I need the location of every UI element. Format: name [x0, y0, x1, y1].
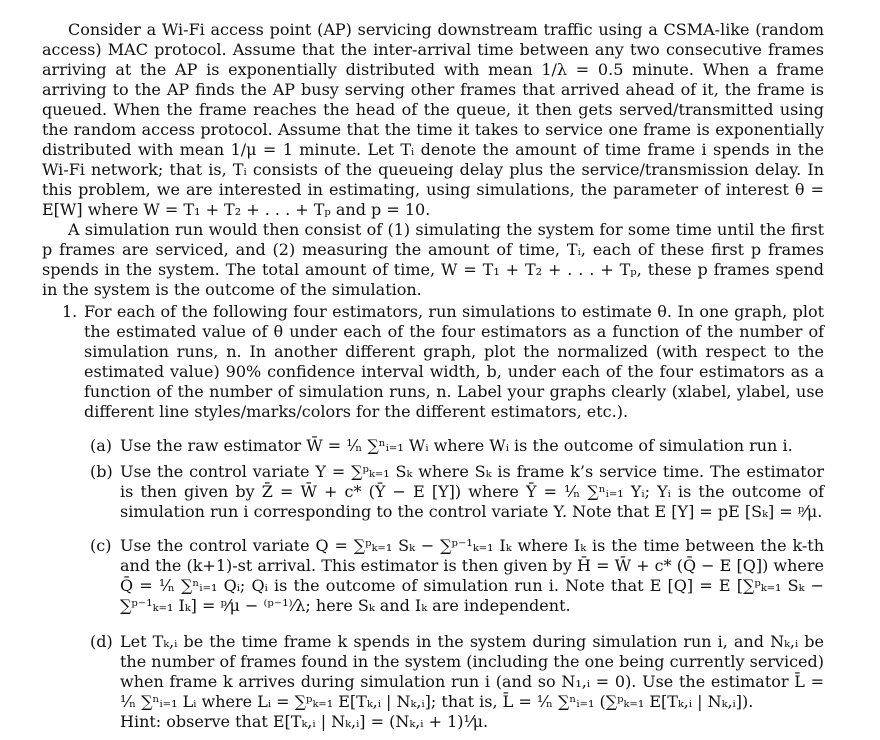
item-hint: Hint: observe that E[Tₖ,ᵢ | Nₖ,ᵢ] = (Nₖ,ᵢ + 1)¹⁄μ. — [120, 712, 489, 731]
question-text: For each of the following four estimators, run simulations to estimate θ. In one graph, plot the estimated value of θ under each of the four estimators as a function of the number of simulation runs, n. In another different graph, plot the normalized (with respect to the estimated value) 90% confidence interval width, b, under each of the four estimators as a function of the number of simulation runs, n. Label your graphs clearly (xlabel, ylabel, use different line styles/marks/colors for the different estimators, etc.). — [84, 302, 824, 421]
question-1 — [62, 302, 824, 422]
item-label: (d) — [90, 632, 113, 651]
intro-paragraph-1: Consider a Wi-Fi access point (AP) servicing downstream traffic using a CSMA-like (random access) MAC protocol. Assume that the inter-arrival time between any two consecutive frames arriving at the AP is exponentially distributed with mean 1/λ = 0.5 minute. When a frame arriving to the AP finds the AP busy serving other frames that arrived ahead of it, the frame is queued. When the frame reaches the head of the queue, it then gets served/transmitted using the random access protocol. Assume that the time it takes to service one frame is exponentially distributed with mean 1/μ = 1 minute. Let Tᵢ denote the amount of time frame i spends in the Wi-Fi network; that is, Tᵢ consists of the queueing delay plus the service/transmission delay. In this problem, we are interested in estimating, using simulations, the parameter of interest θ = E[W] where W = T₁ + T₂ + . . . + Tₚ and p = 10. — [42, 20, 824, 219]
item-label: (b) — [90, 462, 113, 481]
item-label: (c) — [90, 536, 112, 555]
item-text: Let Tₖ,ᵢ be the time frame k spends in the system during simulation run i, and Nₖ,ᵢ be the number of frames found in the system (including the one being currently serviced) when frame k arrives during simulation run i (and so N₁,ᵢ = 0). Use the estimator L̄ = ¹⁄ₙ ∑ⁿᵢ₌₁ Lᵢ where Lᵢ = ∑ᵖₖ₌₁ E[Tₖ,ᵢ | Nₖ,ᵢ]; that is, L̄ = ¹⁄ₙ ∑ⁿᵢ₌₁ (∑ᵖₖ₌₁ E[Tₖ,ᵢ | Nₖ,ᵢ]). — [120, 632, 830, 711]
item-text: Use the control variate Q = ∑ᵖₖ₌₁ Sₖ − ∑ᵖ⁻¹ₖ₌₁ Iₖ where Iₖ is the time between the k-th and the (k+1)-st arrival. This estimator is then given by H̄ = W̄ + c* (Q̄ − E [Q]) where Q̄ = ¹⁄ₙ ∑ⁿᵢ₌₁ Qᵢ; Qᵢ is the outcome of simulation run i. Note that E [Q] = E [∑ᵖₖ₌₁ Sₖ − ∑ᵖ⁻¹ₖ₌₁ Iₖ] = ᵖ⁄μ − ⁽ᵖ⁻¹⁾⁄λ; here Sₖ and Iₖ are independent. — [120, 536, 824, 615]
intro-section — [42, 20, 824, 300]
estimator-item-b — [90, 462, 824, 522]
estimator-item-c — [90, 536, 824, 616]
item-text-group — [120, 632, 830, 732]
question-number: 1. — [62, 302, 78, 321]
estimator-item-a — [90, 436, 824, 456]
item-text: Use the control variate Y = ∑ᵖₖ₌₁ Sₖ where Sₖ is frame k’s service time. The estimator is then given by Z̄ = W̄ + c* (Ȳ − E [Y]) where Ȳ = ¹⁄ₙ ∑ⁿᵢ₌₁ Yᵢ; Yᵢ is the outcome of simulation run i corresponding to the control variate Y. Note that E [Y] = pE [Sₖ] = ᵖ⁄μ. — [120, 462, 824, 521]
item-label: (a) — [90, 436, 113, 455]
item-text: Use the raw estimator W̄ = ¹⁄ₙ ∑ⁿᵢ₌₁ Wᵢ where Wᵢ is the outcome of simulation run i. — [120, 436, 793, 455]
estimator-item-d — [90, 632, 830, 732]
intro-paragraph-2: A simulation run would then consist of (1) simulating the system for some time until the first p frames are serviced, and (2) measuring the amount of time, Tᵢ, each of these first p frames spends in the system. The total amount of time, W = T₁ + T₂ + . . . + Tₚ, these p frames spend in the system is the outcome of the simulation. — [42, 220, 824, 299]
